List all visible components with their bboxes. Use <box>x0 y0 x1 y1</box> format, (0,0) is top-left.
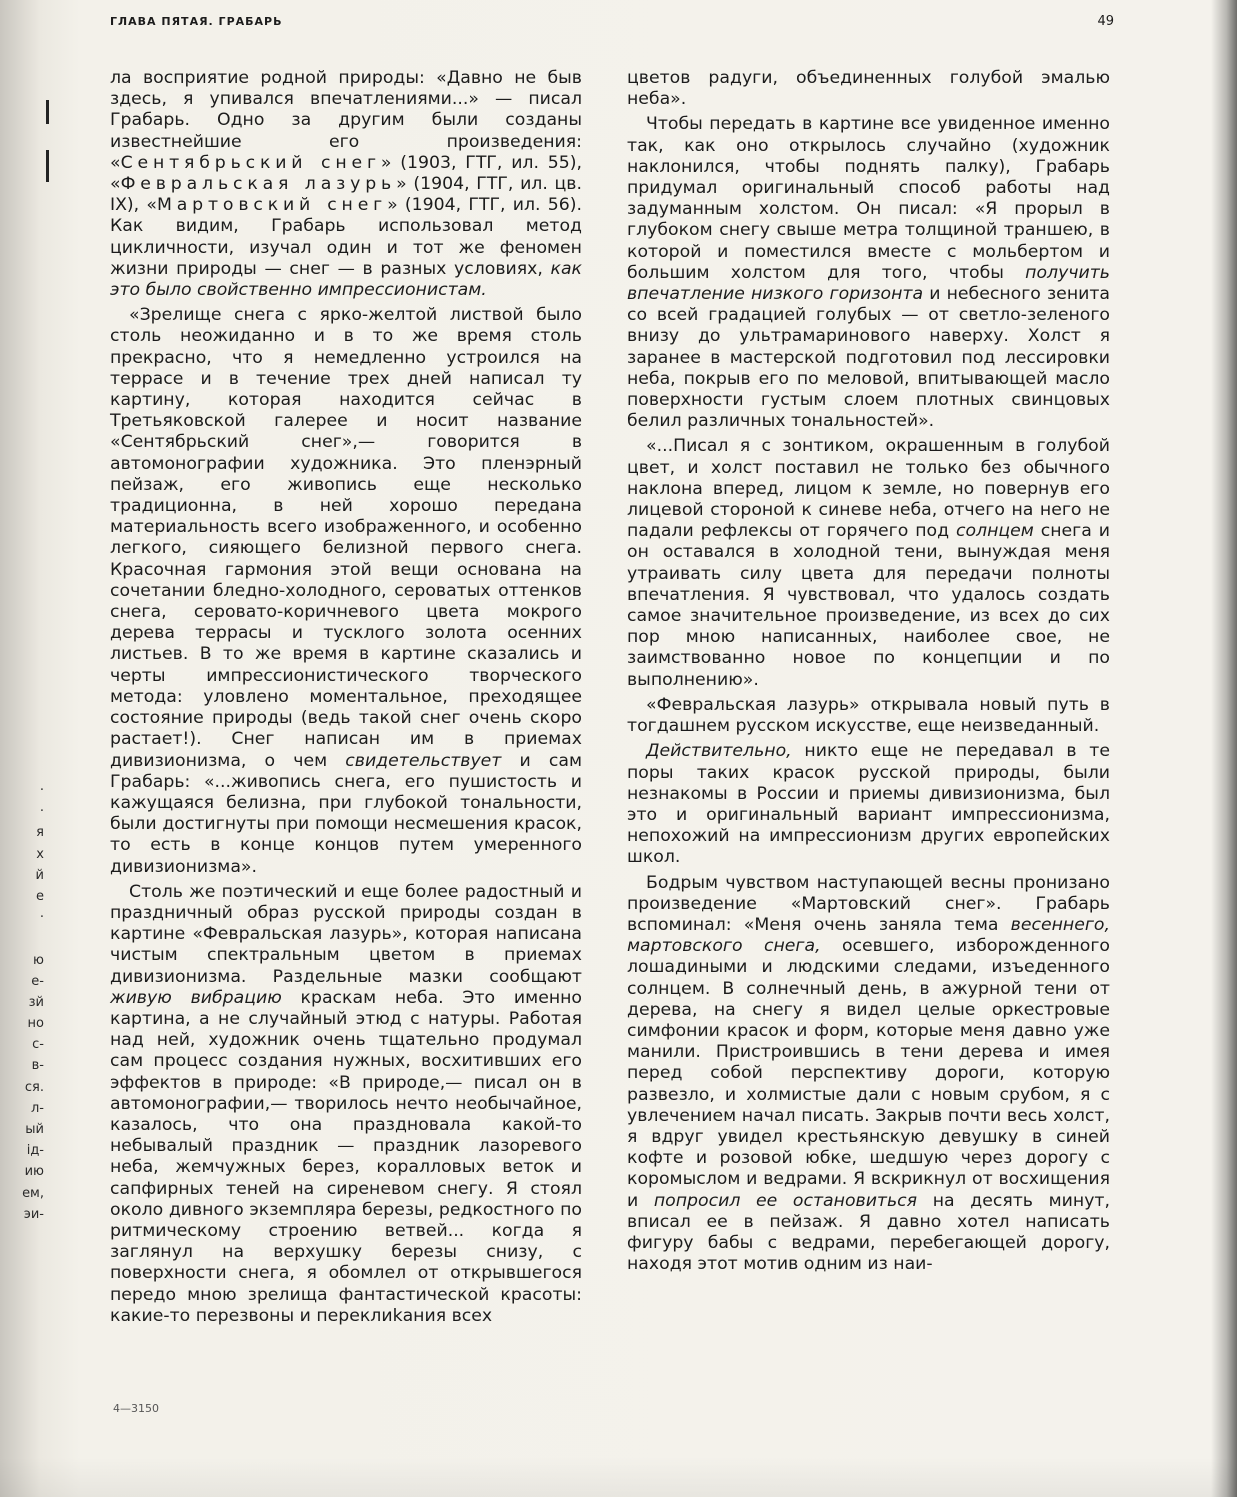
residue-fragment: ию <box>24 1164 44 1180</box>
paragraph: Бодрым чувством наступающей весны пронизано произведение «Мартовский снег». Грабарь вспоминал: «Меня очень заняла тема весеннего, мартовского снега, осевшего, изборожденного лошадиными и людскими следами, изъеденного солнцем. В солнечный день, в ажурной тени от дерева, на снегу я видел целые оркестровые симфонии красок и форм, которые меня давно уже манили. Пристроившись в тени дерева и имея перед собой перспективу дороги, которую развезло, и холмистые дали с новым срубом, я с увлечением начал писать. Закрыв почти весь холст, я вдруг увидел крестьянскую девушку в синей кофте и розовой юбке, шедшую через дорогу с коромыслом и ведрами. Я вскрикнул от восхищения и попросил ее остановиться на десять минут, вписал ее в пейзаж. Я давно хотел написать фигуру бабы с ведрами, перебегающей дорогу, находя этот мотив одним из наи- <box>627 872 1110 1275</box>
residue-fragment: эи- <box>23 1206 44 1222</box>
residue-fragment: · <box>39 804 44 820</box>
residue-fragment: х <box>36 846 44 862</box>
paragraph: Столь же поэтический и еще более радостный и праздничный образ русской природы создан в картине «Февральская лазурь», которая написана чистым спектральным цветом в приемах дивизионизма. Раздельные мазки сообщают живую вибрацию краскам неба. Это именно картина, а не случайный этюд с натуры. Работая над ней, художник очень тщательно продумал сам процесс создания нужных, восхитивших его эффектов в природе: «В природе,— писал он в автомонографии,— творилось нечто необычайное, казалось, что она праздновала какой-то небывалый праздник — праздник лазоревого неба, жемчужных берез, коралловых веток и сапфирных теней на сиреневом снегу. Я стоял около дивного экземпляра березы, редкостного по ритмическому строению ветвей... когда я заглянул на верхушку березы снизу, с поверхности снега, я обомлел от открывшегося передо мною зрелища фантастической красоты: какие-то перезвоны и переклиkания всех <box>110 881 582 1326</box>
residue-fragment: я <box>36 825 44 841</box>
paragraph: «Зрелище снега с ярко-желтой листвой было столь неожиданно и в то же время столь прекрасно, что я немедленно устроился на террасе и в течение трех дней написал ту картину, которая находится сейчас в Третьяковской галерее и носит название «Сентябрьский снег»,— говорится в автомонографии художника. Это пленэрный пейзаж, его живопись еще несколько традиционна, в ней хорошо передана материальность всего изображенного, и особенно легкого, сияющего белизной первого снега. Красочная гармония этой вещи основана на сочетании бледно-холодного, сероватых оттенков снега, серовато-коричневого цвета мокрого дерева террасы и тусклого золота осенних листьев. В то же время в картине сказались и черты импрессионистического творческого метода: уловлено моментальное, преходящее состояние природы (ведь такой снег очень скоро растает!). Снег написан им в приемах дивизионизма, о чем свидетельствует и сам Грабарь: «...живопись снега, его пушистость и кажущаяся белизна, при глубокой тональности, были достигнуты при помощи несмешения красок, то есть в конце концов путем умеренного дивизионизма». <box>110 305 582 877</box>
residue-fragment: л- <box>31 1100 44 1116</box>
residue-fragment: но <box>27 1016 44 1032</box>
scan-gutter-shadow <box>1211 0 1237 1497</box>
residue-fragment: в- <box>31 1058 44 1074</box>
residue-fragment: ід- <box>26 1143 44 1159</box>
paragraph: «Февральская лазурь» открывала новый путь в тогдашнем русском искусстве, еще неизведанный. <box>627 694 1110 737</box>
paragraph: Чтобы передать в картине все увиденное именно так, как оно открылось случайно (художник наклонился, чтобы поднять палку), Грабарь придумал оригинальный способ работы над задуманным холстом. Он писал: «Я прорыл в глубоком снегу свыше метра толщиной траншею, в которой и поместился вместе с мольбертом и большим холстом для того, чтобы получить впечатление низкого горизонта и небесного зенита со всей градацией голубых — от светло-зеленого внизу до ультрамаринового наверху. Холст я заранее в мастерской подготовил под лессировки неба, покрыв его по меловой, впитывающей масло поверхности густым слоем плотных свинцовых белил различных тональностей». <box>627 114 1111 432</box>
residue-fragment: е <box>36 888 44 904</box>
residue-fragment: с- <box>32 1037 44 1053</box>
residue-fragment: · <box>39 783 44 798</box>
paragraph: Действительно, никто еще не передавал в те поры таких красок русской природы, были незнакомы в России и приемы дивизионизма, был это и оригинальный вариант импрессионизма, непохожий на импрессионизм других европейских школ. <box>627 741 1110 868</box>
page-number: 49 <box>1097 14 1114 29</box>
adjacent-page-residue <box>0 780 44 1225</box>
paragraph: цветов радуги, объединенных голубой эмалью неба». <box>627 68 1110 110</box>
text-column-left <box>110 68 582 1327</box>
residue-fragment: ся. <box>24 1079 44 1095</box>
printer-signature: 4—3150 <box>113 1402 159 1415</box>
residue-fragment: е- <box>31 973 44 989</box>
residue-fragment <box>0 928 44 949</box>
paragraph: ла восприятие родной природы: «Давно не быв здесь, я упивался впечатлениями...» — писал Грабарь. Одно за другим были созданы известнейшие его произведения: «Сентябрьский снег» (1903, ГТГ, ил. 55), «Февральская лазурь» (1904, ГТГ, ил. цв. IX), «Мартовский снег» (1904, ГТГ, ил. 56). Как видим, Грабарь использовал метод цикличности, изучал один и тот же феномен жизни природы — снег — в разных условиях, как это было свойственно импрессионистам. <box>110 68 582 301</box>
running-header: ГЛАВА ПЯТАЯ. ГРАБАРЬ <box>110 15 283 28</box>
residue-fragment: й <box>35 867 44 883</box>
residue-fragment: · <box>39 910 44 926</box>
scan-bottom-shade <box>0 1457 1237 1497</box>
residue-fragment: ый <box>25 1122 44 1137</box>
residue-fragment: ю <box>33 952 44 968</box>
margin-bar-2 <box>46 150 49 182</box>
margin-bar-1 <box>46 100 49 124</box>
residue-fragment: ем, <box>22 1185 44 1201</box>
residue-fragment: зй <box>28 994 44 1010</box>
text-column-right <box>627 68 1110 1275</box>
paragraph: «...Писал я с зонтиком, окрашенным в голубой цвет, и холст поставил не только без обычного наклона вперед, лицом к земле, но повернув его лицевой стороной к синеве неба, отчего на него не падали рефлексы от горячего под солнцем снега и он оставался в холодной тени, вынуждая меня утраивать силу цвета для передачи полноты впечатления. Я чувствовал, что удалось создать самое значительное произведение, из всех до сих пор мною написанных, наиболее свое, не заимствованно новое по концепции и по выполнению». <box>627 436 1110 690</box>
